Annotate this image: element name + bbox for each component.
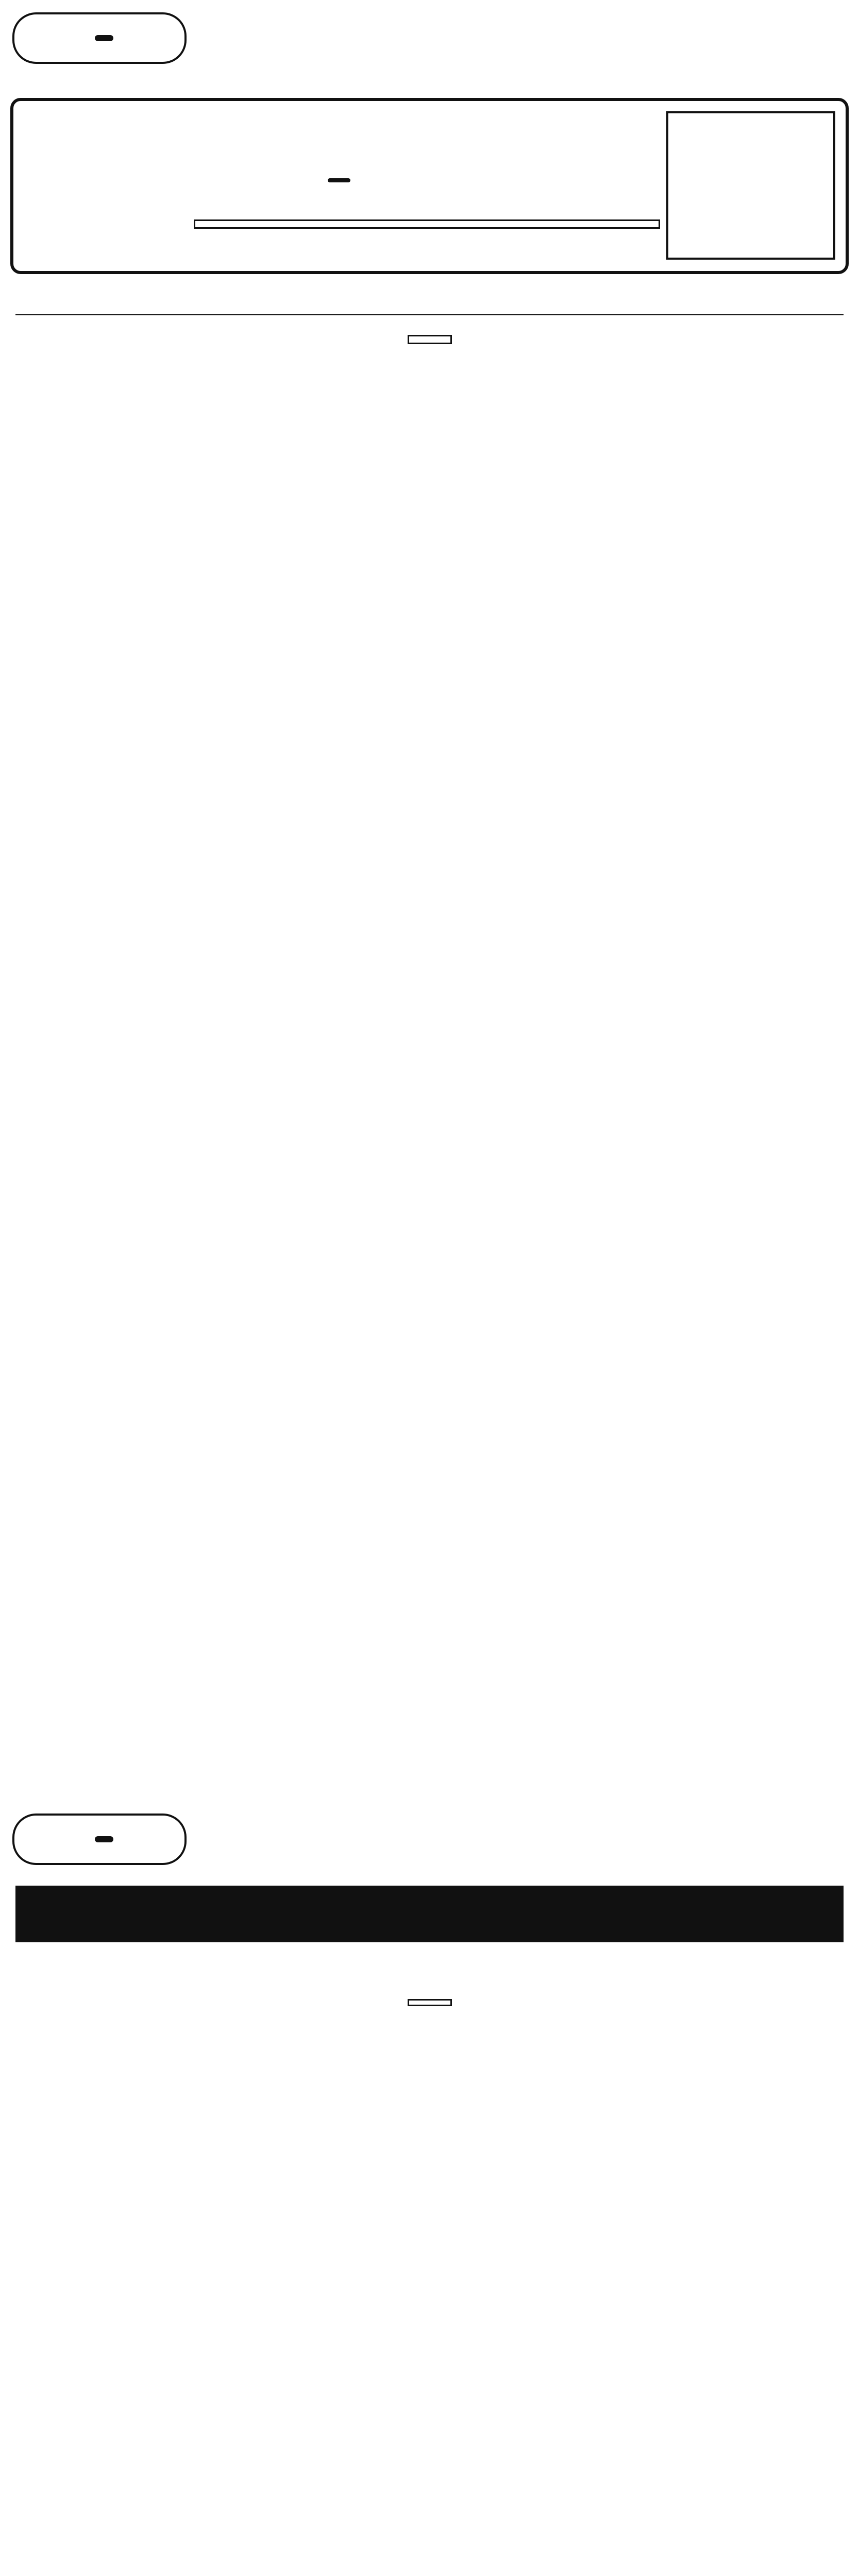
group-label: [328, 178, 350, 182]
section2-header: [15, 1999, 844, 2006]
paper-number-block: [666, 111, 835, 260]
paper-banner: [10, 98, 849, 274]
year-block: [24, 115, 183, 255]
pattern-subtitle: [194, 219, 660, 229]
answer-bubble-grid: [15, 397, 844, 556]
mcq-header: [15, 335, 844, 344]
divider: [15, 314, 844, 315]
section2-part-title: [408, 1999, 452, 2006]
subject-badge: [12, 12, 187, 64]
section2-title: [15, 1886, 844, 1942]
section2-subject-badge: [12, 1814, 187, 1865]
mcq-section-title: [408, 335, 452, 344]
badge-class-label: [95, 35, 113, 41]
section2-badge-class: [95, 1836, 113, 1842]
